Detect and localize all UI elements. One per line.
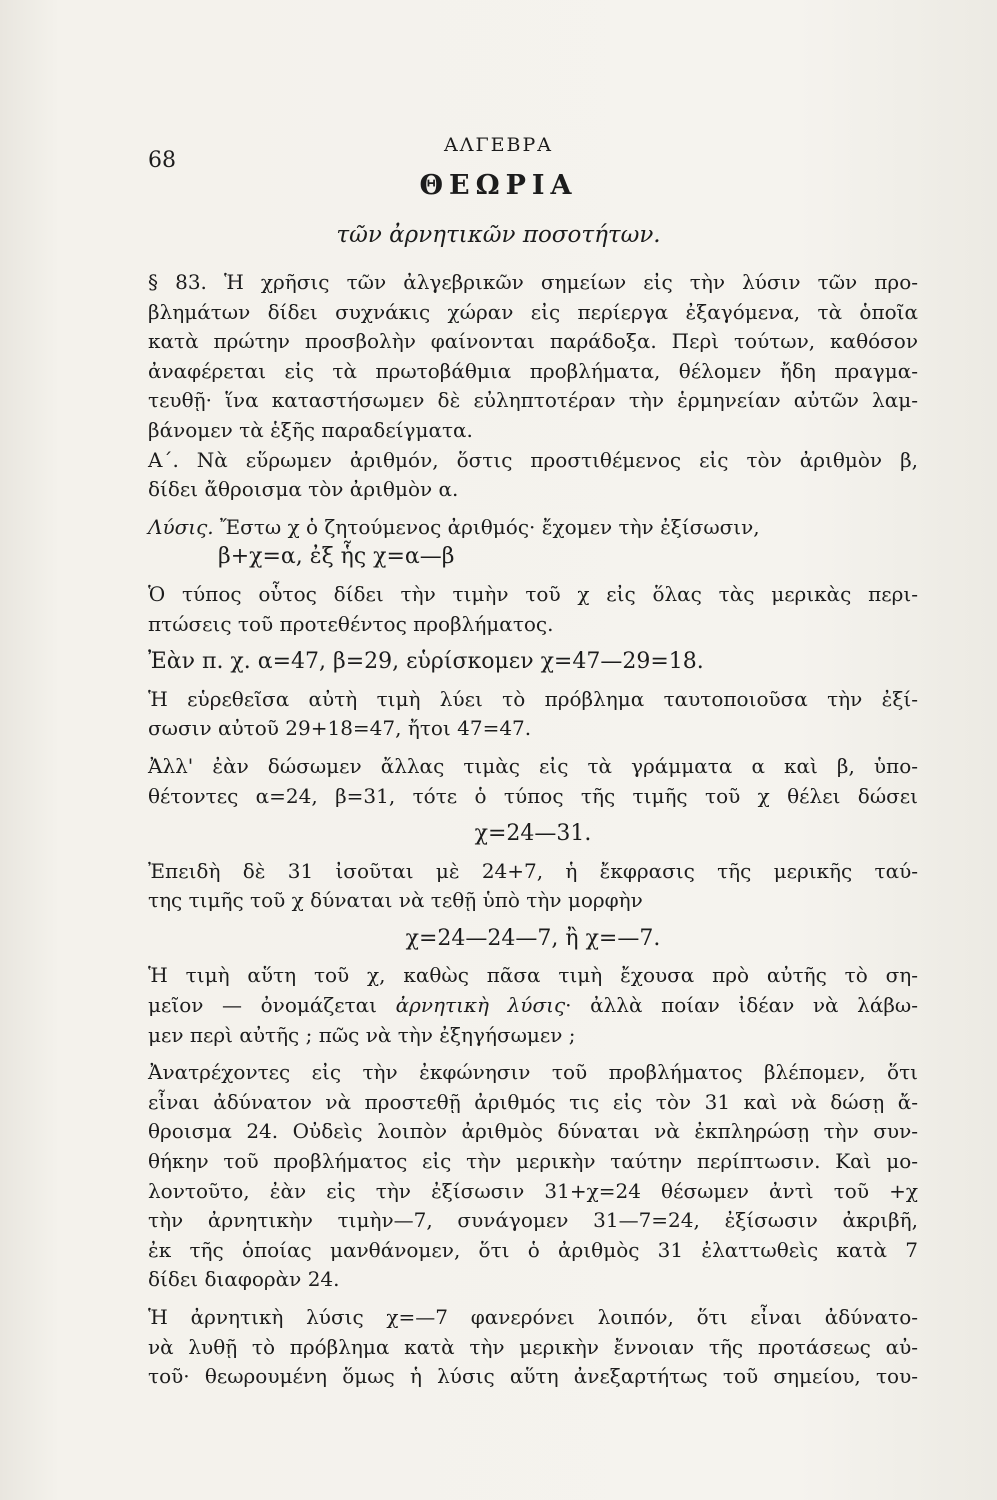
equation-1: β+χ=α, ἐξ ἧς χ=α—β bbox=[218, 544, 455, 570]
text-line: τευθῇ· ἵνα καταστήσωμεν δὲ εὐληπτοτέραν τὴν ἑρμηνείαν αὐτῶν λαμ- bbox=[148, 388, 918, 413]
spacer bbox=[148, 744, 918, 752]
section-title: ΘΕΩΡΙΑ bbox=[419, 170, 578, 201]
text-line: Ἡ τιμὴ αὕτη τοῦ χ, καθὼς πᾶσα τιμὴ ἔχουσα πρὸ αὐτῆς τὸ ση- bbox=[148, 963, 918, 988]
text-line: θροισμα 24. Οὐδεὶς λοιπὸν ἀριθμὸς δύναται νὰ ἐκπληρώσῃ τὴν συν- bbox=[148, 1119, 918, 1144]
text-line: τὴν ἀρνητικὴν τιμὴν—7, συνάγομεν 31—7=24, ἐξίσωσιν ἀκριβῆ, bbox=[148, 1208, 918, 1233]
text-line: βλημάτων δίδει συχνάκις χώραν εἰς περίεργα ἐξαγόμενα, τὰ ὁποῖα bbox=[148, 299, 918, 324]
solution-text: Ἔστω χ ὁ ζητούμενος ἀριθμός· ἔχομεν τὴν ἐξίσωσιν, bbox=[213, 514, 760, 539]
solution-line bbox=[148, 513, 918, 543]
text-line: Α΄. Νὰ εὕρωμεν ἀριθμόν, ὅστις προστιθέμενος εἰς τὸν ἀριθμὸν β, bbox=[148, 447, 918, 472]
spacer bbox=[148, 1295, 918, 1303]
text-fragment: μεῖον — ὀνομάζεται bbox=[148, 993, 396, 1018]
equation-3: χ=24—31. bbox=[474, 821, 592, 847]
text-line: ἀναφέρεται εἰς τὰ πρωτοβάθμια προβλήματα, θέλομεν ἤδη πραγμα- bbox=[148, 358, 918, 383]
text-line: δίδει διαφορὰν 24. bbox=[148, 1267, 340, 1292]
paragraph-verification bbox=[148, 685, 918, 744]
running-head: ΑΛΓΕΒΡΑ bbox=[444, 134, 553, 156]
equation-4: χ=24—24—7, ἢ χ=—7. bbox=[405, 925, 661, 951]
text-line bbox=[148, 991, 918, 1021]
text-line: σωσιν αὐτοῦ 29+18=47, ἤτοι 47=47. bbox=[148, 716, 532, 741]
spacer bbox=[148, 953, 918, 961]
text-line: Ἀνατρέχοντες εἰς τὴν ἐκφώνησιν τοῦ προβλήματος βλέπομεν, ὅτι bbox=[148, 1060, 918, 1085]
text-line: ἐκ τῆς ὁποίας μανθάνομεν, ὅτι ὁ ἀριθμὸς 31 ἐλαττωθεὶς κατὰ 7 bbox=[148, 1237, 918, 1262]
spacer bbox=[148, 572, 918, 580]
equation-2: Ἐὰν π. χ. α=47, β=29, εὑρίσκομεν χ=47—29=18. bbox=[148, 649, 704, 675]
spacer bbox=[148, 505, 918, 513]
spacer bbox=[148, 849, 918, 857]
text-line: § 83. Ἡ χρῆσις τῶν ἀλγεβρικῶν σημείων εἰς τὴν λύσιν τῶν προ- bbox=[148, 270, 918, 294]
spacer bbox=[148, 677, 918, 685]
spacer bbox=[148, 811, 918, 819]
solution-label: Λύσις. bbox=[148, 514, 214, 539]
text-line: τοῦ· θεωρουμένη ὅμως ἡ λύσις αὕτη ἀνεξαρτήτως τοῦ σημείου, του- bbox=[148, 1364, 918, 1389]
spacer bbox=[148, 1050, 918, 1058]
page-body bbox=[148, 268, 918, 1392]
text-line: θέτοντες α=24, β=31, τότε ὁ τύπος τῆς τιμῆς τοῦ χ θέλει δώσει bbox=[148, 783, 918, 808]
text-line: Ἡ εὑρεθεῖσα αὐτὴ τιμὴ λύει τὸ πρόβλημα ταυτοποιοῦσα τὴν ἐξί- bbox=[148, 686, 918, 711]
text-fragment: · ἀλλὰ ποίαν ἰδέαν νὰ λάβω- bbox=[565, 993, 918, 1018]
paragraph-conclusion bbox=[148, 1303, 918, 1392]
paragraph-form bbox=[148, 857, 918, 916]
text-line: εἶναι ἀδύνατον νὰ προστεθῇ ἀριθμός τις εἰς τὸν 31 καὶ νὰ δώσῃ ἄ- bbox=[148, 1089, 918, 1114]
text-line: νὰ λυθῇ τὸ πρόβλημα κατὰ τὴν μερικὴν ἔννοιαν τῆς προτάσεως αὐ- bbox=[148, 1334, 918, 1359]
paragraph-formula bbox=[148, 580, 918, 639]
text-line: Ἡ ἀρνητικὴ λύσις χ=—7 φανερόνει λοιπόν, ὅτι εἶναι ἀδύνατο- bbox=[148, 1305, 918, 1329]
text-line: μεν περὶ αὐτῆς ; πῶς νὰ τὴν ἐξηγήσωμεν ; bbox=[148, 1022, 576, 1047]
term-negative-solution: ἀρνητικὴ λύσις bbox=[395, 993, 566, 1018]
paragraph-explanation bbox=[148, 1058, 918, 1295]
text-line: της τιμῆς τοῦ χ δύναται νὰ τεθῇ ὑπὸ τὴν μορφὴν bbox=[148, 888, 643, 913]
text-line: Ἐπειδὴ δὲ 31 ἰσοῦται μὲ 24+7, ἡ ἔκφρασις τῆς μερικῆς ταύ- bbox=[148, 858, 918, 883]
text-line: Ἀλλ' ἐὰν δώσωμεν ἄλλας τιμὰς εἰς τὰ γράμματα α καὶ β, ὑπο- bbox=[148, 753, 918, 778]
text-line: Ὁ τύπος οὗτος δίδει τὴν τιμὴν τοῦ χ εἰς ὅλας τὰς μερικὰς περι- bbox=[148, 581, 918, 606]
paragraph-83 bbox=[148, 268, 918, 446]
problem-statement bbox=[148, 446, 918, 505]
page-number: 68 bbox=[148, 148, 176, 173]
spacer bbox=[148, 916, 918, 924]
paragraph-other-values bbox=[148, 752, 918, 811]
text-line: θήκην τοῦ προβλήματος εἰς τὴν μερικὴν ταύτην περίπτωσιν. Καὶ μο- bbox=[148, 1149, 918, 1174]
section-subtitle: τῶν ἀρνητικῶν ποσοτήτων. bbox=[336, 222, 661, 248]
spacer bbox=[148, 639, 918, 647]
text-line: λοντοῦτο, ἐὰν εἰς τὴν ἐξίσωσιν 31+χ=24 θέσωμεν ἀντὶ τοῦ +χ bbox=[148, 1178, 918, 1203]
text-line: βάνομεν τὰ ἑξῆς παραδείγματα. bbox=[148, 417, 473, 442]
text-line: πτώσεις τοῦ προτεθέντος προβλήματος. bbox=[148, 611, 554, 636]
text-line: κατὰ πρώτην προσβολὴν φαίνονται παράδοξα. Περὶ τούτων, καθόσον bbox=[148, 329, 918, 354]
text-line: δίδει ἄθροισμα τὸν ἀριθμὸν α. bbox=[148, 477, 459, 502]
paragraph-negative-solution bbox=[148, 961, 918, 1050]
